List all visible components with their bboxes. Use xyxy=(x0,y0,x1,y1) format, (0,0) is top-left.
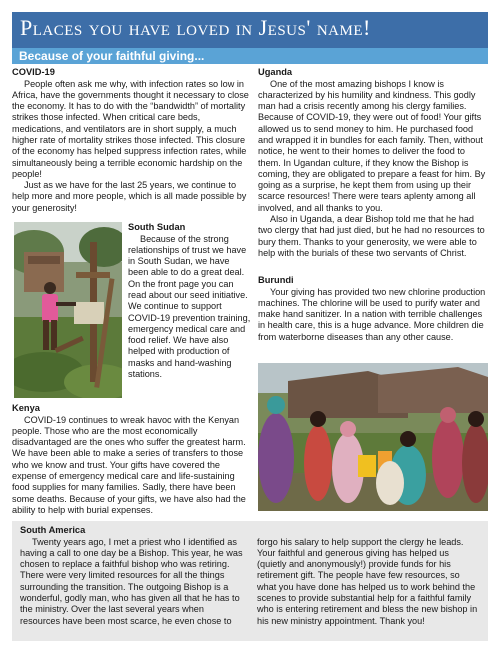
south-sudan-handwashing-photo xyxy=(14,222,122,398)
south-sudan-heading: South Sudan xyxy=(128,222,186,232)
covid-section xyxy=(12,67,252,214)
page-title: Places you have loved in Jesus' name! xyxy=(12,12,488,48)
south-america-heading: South America xyxy=(20,525,86,535)
kenya-section xyxy=(12,403,252,516)
burundi-heading: Burundi xyxy=(258,275,294,285)
south-america-section xyxy=(12,521,488,641)
uganda-heading: Uganda xyxy=(258,67,293,77)
uganda-section xyxy=(258,67,488,259)
uganda-paragraph-1: One of the most amazing bishops I know is characterized by his humility and kindness. This godly man had a crisis recently among his clergy families. Because of COVID-19, they were out of food! Your gifts allowed us to send money to him. He purchased food and wrapped it in bundles for each family. Then, without notice, he went to their homes to deliver the food to them. In Ugandan culture, if they know the Bishop is coming, they are obligated to prepare a feast for him. By going as a surprise, he kept them from using up their scarce resources! There were tears aplenty among all involved, and all thanks to you. xyxy=(258,78,486,213)
burundi-paragraph: Your giving has provided two new chlorine production machines. The chlorine will be used to purify water and make hand sanitizer. In a nation with terrible challenges in health care, this is a huge advance. More children die from waterborne diseases than any other cause. xyxy=(258,286,486,342)
kenya-heading: Kenya xyxy=(12,403,40,413)
burundi-section xyxy=(258,275,488,343)
uganda-paragraph-2: Also in Uganda, a dear Bishop told me that he had two clergy that had just died, but he had no resources to bury them. Thanks to your generosity, we were able to help with the burials of these two servants of Christ. xyxy=(258,214,485,258)
page-subtitle: Because of your faithful giving... xyxy=(12,48,488,64)
south-america-column-1 xyxy=(20,537,243,627)
covid-paragraph-2: Just as we have for the last 25 years, we continue to help more and more people, which is all made possible by your generosity! xyxy=(12,180,247,213)
burundi-women-group-photo xyxy=(258,363,488,511)
covid-heading: COVID-19 xyxy=(12,67,55,77)
covid-paragraph-1: People often ask me why, with infection rates so low in Africa, have the governments thought it necessary to close the economy. It has to do with the “bandwidth” of mortality strikes those infected. When critical care beds, medications, and ventilators are in short supply, a much higher rate of mortality strikes those infected. This closure of the economy has helped suppress infection rates, while simultaneously being a terrible economic hardship on the people! xyxy=(12,78,249,179)
south-sudan-section xyxy=(128,222,252,380)
south-america-paragraph-1: Twenty years ago, I met a priest who I identified as having a call to one day be a Bishop. This year, he was chosen to replace a faithful bishop who was retiring. There were very limited resources for all the things surrounding the transition. The outgoing Bishop is a wonderful, godly man, who has given all that he has to the ministry. Over the last several years when resources have been most scarce, he even chose to xyxy=(20,536,243,626)
south-america-column-2 xyxy=(257,537,480,627)
kenya-paragraph: COVID-19 continues to wreak havoc with the Kenyan people. Those who are the most economically disadvantaged are the ones who suffer the greatest harm. We have been able to make a series of transfers to those who we know and trust. Your gifts have covered the expense of emergency medical care and life-sustaining food supplies for many families. Sadly, there have been some deaths. Because of your gifts, we have also had the ability to help with burial expenses. xyxy=(12,414,246,515)
south-america-paragraph-2: forgo his salary to help support the clergy he leads. Your faithful and generous giving has helped us (quietly and anonymously!) provide funds for his retirement gift. The people have few resources, so what you have done has helped us to work behind the scenes to provide substantial help for a faithful family who is entering retirement and bless the new bishop in his new ministry appointment. Thank you! xyxy=(257,536,478,626)
south-sudan-paragraph: Because of the strong relationships of trust we have in South Sudan, we have been able to do a great deal. On the front page you can read about our seed initiative. We continue to support COVID-19 prevention training, emergency medical care and food relief. We have also helped with production of masks and hand-washing stations. xyxy=(128,233,251,380)
